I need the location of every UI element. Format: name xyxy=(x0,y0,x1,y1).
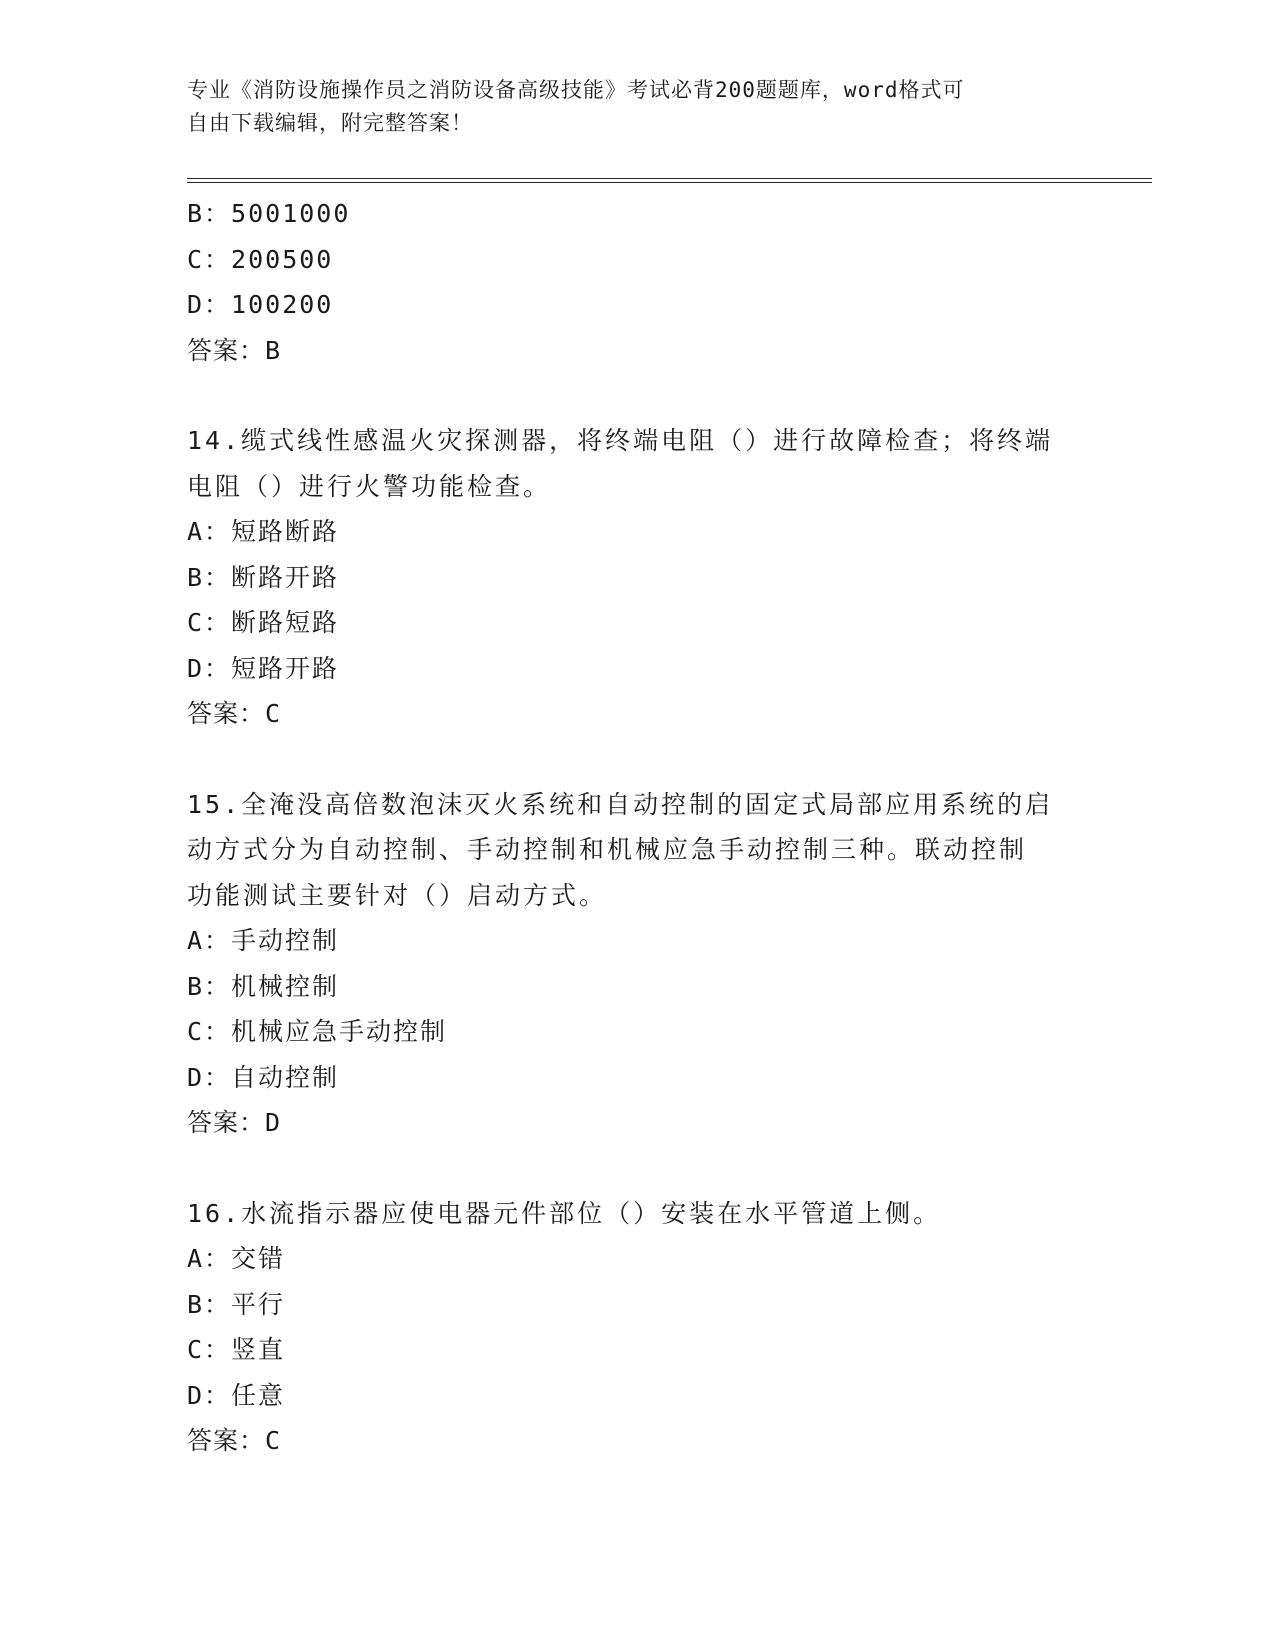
question-14 xyxy=(187,418,1087,737)
header-title-line-2: 自由下载编辑，附完整答案！ xyxy=(187,111,473,135)
option-d: D：自动控制 xyxy=(187,1062,340,1092)
question-text-line: 功能测试主要针对（）启动方式。 xyxy=(187,880,608,910)
question-text-line: 电阻（）进行火警功能检查。 xyxy=(187,471,552,501)
option-d: D：100200 xyxy=(187,290,334,319)
question-text-line: 16.水流指示器应使电器元件部位（）安装在水平管道上侧。 xyxy=(187,1198,942,1228)
question-15 xyxy=(187,782,1087,1146)
answer-line: 答案：C xyxy=(187,699,282,728)
question-spacer xyxy=(187,1146,1087,1191)
option-c: C：200500 xyxy=(187,244,334,274)
header-title-line-1: 专业《消防设施操作员之消防设备高级技能》考试必背200题题库，word格式可 xyxy=(187,78,965,102)
document-header xyxy=(187,74,1067,140)
option-b: B：5001000 xyxy=(187,199,351,228)
option-d: D：任意 xyxy=(187,1380,286,1410)
answer-line: 答案：D xyxy=(187,1108,282,1137)
header-divider-top xyxy=(187,178,1152,179)
question-list xyxy=(187,191,1087,1464)
option-d: D：短路开路 xyxy=(187,653,340,683)
question-text-line: 15.全淹没高倍数泡沫灭火系统和自动控制的固定式局部应用系统的启 xyxy=(187,789,1054,819)
option-a: A：手动控制 xyxy=(187,926,340,955)
question-spacer xyxy=(187,373,1087,418)
answer-line: 答案：C xyxy=(187,1426,282,1455)
option-b: B：平行 xyxy=(187,1289,286,1319)
question-text-line: 动方式分为自动控制、手动控制和机械应急手动控制三种。联动控制 xyxy=(187,835,1028,864)
question-spacer xyxy=(187,737,1087,782)
question-text-line: 14.缆式线性感温火灾探测器，将终端电阻（）进行故障检查；将终端 xyxy=(187,426,1054,455)
option-b: B：机械控制 xyxy=(187,971,340,1001)
option-c: C：竖直 xyxy=(187,1335,286,1364)
option-a: A：交错 xyxy=(187,1244,286,1273)
option-a: A：短路断路 xyxy=(187,517,340,546)
option-b: B：断路开路 xyxy=(187,562,340,592)
header-divider-bottom xyxy=(187,182,1152,183)
question-16 xyxy=(187,1191,1087,1464)
answer-line: 答案：B xyxy=(187,335,282,365)
option-c: C：机械应急手动控制 xyxy=(187,1017,448,1046)
question-13-continuation xyxy=(187,191,1087,373)
option-c: C：断路短路 xyxy=(187,608,340,637)
